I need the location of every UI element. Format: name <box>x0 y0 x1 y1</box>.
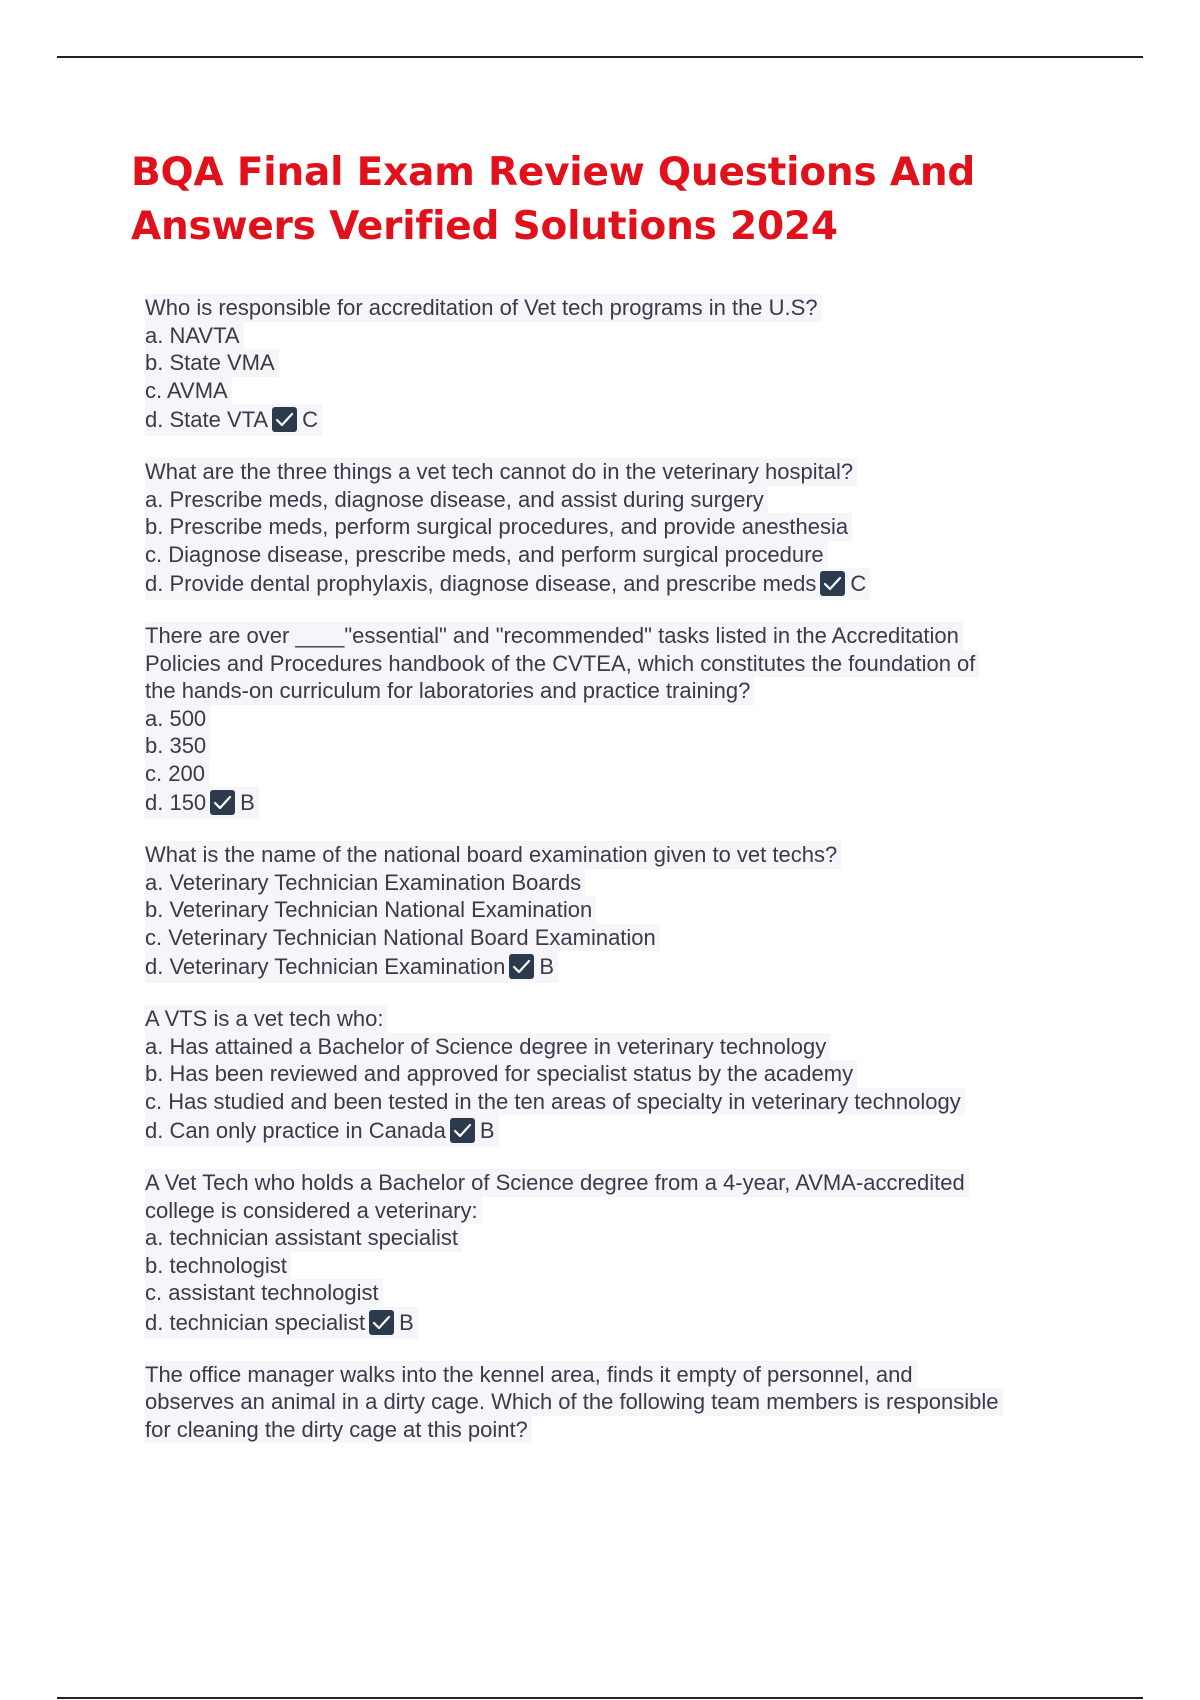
answer-option: c. Veterinary Technician National Board Examination <box>145 924 660 952</box>
answer-option: d. technician specialist <box>145 1309 366 1335</box>
document-title <box>131 146 1031 254</box>
checkmark-icon <box>210 790 235 815</box>
final-option-row <box>145 787 259 819</box>
bottom-rule <box>57 1697 1143 1699</box>
question-text: Policies and Procedures handbook of the CVTEA, which constitutes the foundation of <box>145 650 979 678</box>
answer-option: d. Veterinary Technician Examination <box>145 954 506 979</box>
answer-option: d. 150 <box>145 790 207 815</box>
question-text: There are over ____"essential" and "recommended" tasks listed in the Accreditation <box>145 622 963 650</box>
answer-option: d. Provide dental prophylaxis, diagnose disease, and prescribe meds <box>145 571 817 596</box>
checkmark-icon <box>820 571 845 596</box>
question-block <box>145 1005 1145 1147</box>
answer-option: c. AVMA <box>145 377 232 405</box>
correct-answer: B <box>399 1309 414 1335</box>
final-option-row <box>145 951 558 983</box>
answer-option: a. NAVTA <box>145 322 244 350</box>
final-option-row <box>145 404 322 436</box>
question-text: college is considered a veterinary: <box>145 1197 482 1225</box>
checkmark-icon <box>369 1310 394 1335</box>
question-block <box>145 1169 1145 1339</box>
answer-option: a. Has attained a Bachelor of Science degree in veterinary technology <box>145 1033 830 1061</box>
answer-option: c. assistant technologist <box>145 1279 383 1307</box>
question-text: A VTS is a vet tech who: <box>145 1005 387 1033</box>
answer-option: d. Can only practice in Canada <box>145 1118 446 1143</box>
correct-answer: C <box>850 571 867 596</box>
answer-option: b. technologist <box>145 1252 291 1280</box>
top-rule <box>57 56 1143 58</box>
checkmark-icon <box>272 407 297 432</box>
checkmark-icon <box>509 954 534 979</box>
question-text: What are the three things a vet tech cannot do in the veterinary hospital? <box>145 458 857 486</box>
correct-answer: C <box>302 407 318 432</box>
question-block <box>145 294 1145 436</box>
question-text: What is the name of the national board examination given to vet techs? <box>145 841 841 869</box>
answer-option: a. Prescribe meds, diagnose disease, and assist during surgery <box>145 486 768 514</box>
answer-option: b. Has been reviewed and approved for specialist status by the academy <box>145 1060 857 1088</box>
question-block <box>145 841 1145 983</box>
question-text: Who is responsible for accreditation of Vet tech programs in the U.S? <box>145 294 822 322</box>
final-option-row <box>145 1115 499 1147</box>
correct-answer: B <box>240 790 255 815</box>
answer-option: b. Veterinary Technician National Examination <box>145 896 596 924</box>
answer-option: c. Has studied and been tested in the ten areas of specialty in veterinary technology <box>145 1088 965 1116</box>
question-block <box>145 458 1145 600</box>
question-text: for cleaning the dirty cage at this point? <box>145 1416 532 1444</box>
answer-option: c. 200 <box>145 760 209 788</box>
question-text: A Vet Tech who holds a Bachelor of Science degree from a 4-year, AVMA-accredited <box>145 1169 969 1197</box>
question-block <box>145 1361 1145 1444</box>
answer-option: c. Diagnose disease, prescribe meds, and perform surgical procedure <box>145 541 828 569</box>
question-list <box>145 294 1145 1465</box>
final-option-row <box>145 1307 418 1339</box>
answer-option: d. State VTA <box>145 407 269 432</box>
final-option-row <box>145 568 870 600</box>
answer-option: a. 500 <box>145 705 210 733</box>
correct-answer: B <box>539 954 555 979</box>
title-line-2: Answers Verified Solutions 2024 <box>131 204 838 249</box>
answer-option: b. State VMA <box>145 349 279 377</box>
correct-answer: B <box>479 1118 495 1143</box>
answer-option: b. 350 <box>145 732 210 760</box>
answer-option: a. technician assistant specialist <box>145 1224 462 1252</box>
title-line-1: BQA Final Exam Review Questions And <box>131 150 976 195</box>
answer-option: b. Prescribe meds, perform surgical procedures, and provide anesthesia <box>145 513 852 541</box>
question-block <box>145 622 1145 819</box>
question-text: the hands-on curriculum for laboratories and practice training? <box>145 677 754 705</box>
checkmark-icon <box>450 1118 475 1143</box>
question-text: The office manager walks into the kennel area, finds it empty of personnel, and <box>145 1361 917 1389</box>
answer-option: a. Veterinary Technician Examination Boards <box>145 869 585 897</box>
question-text: observes an animal in a dirty cage. Which of the following team members is responsible <box>145 1388 1003 1416</box>
